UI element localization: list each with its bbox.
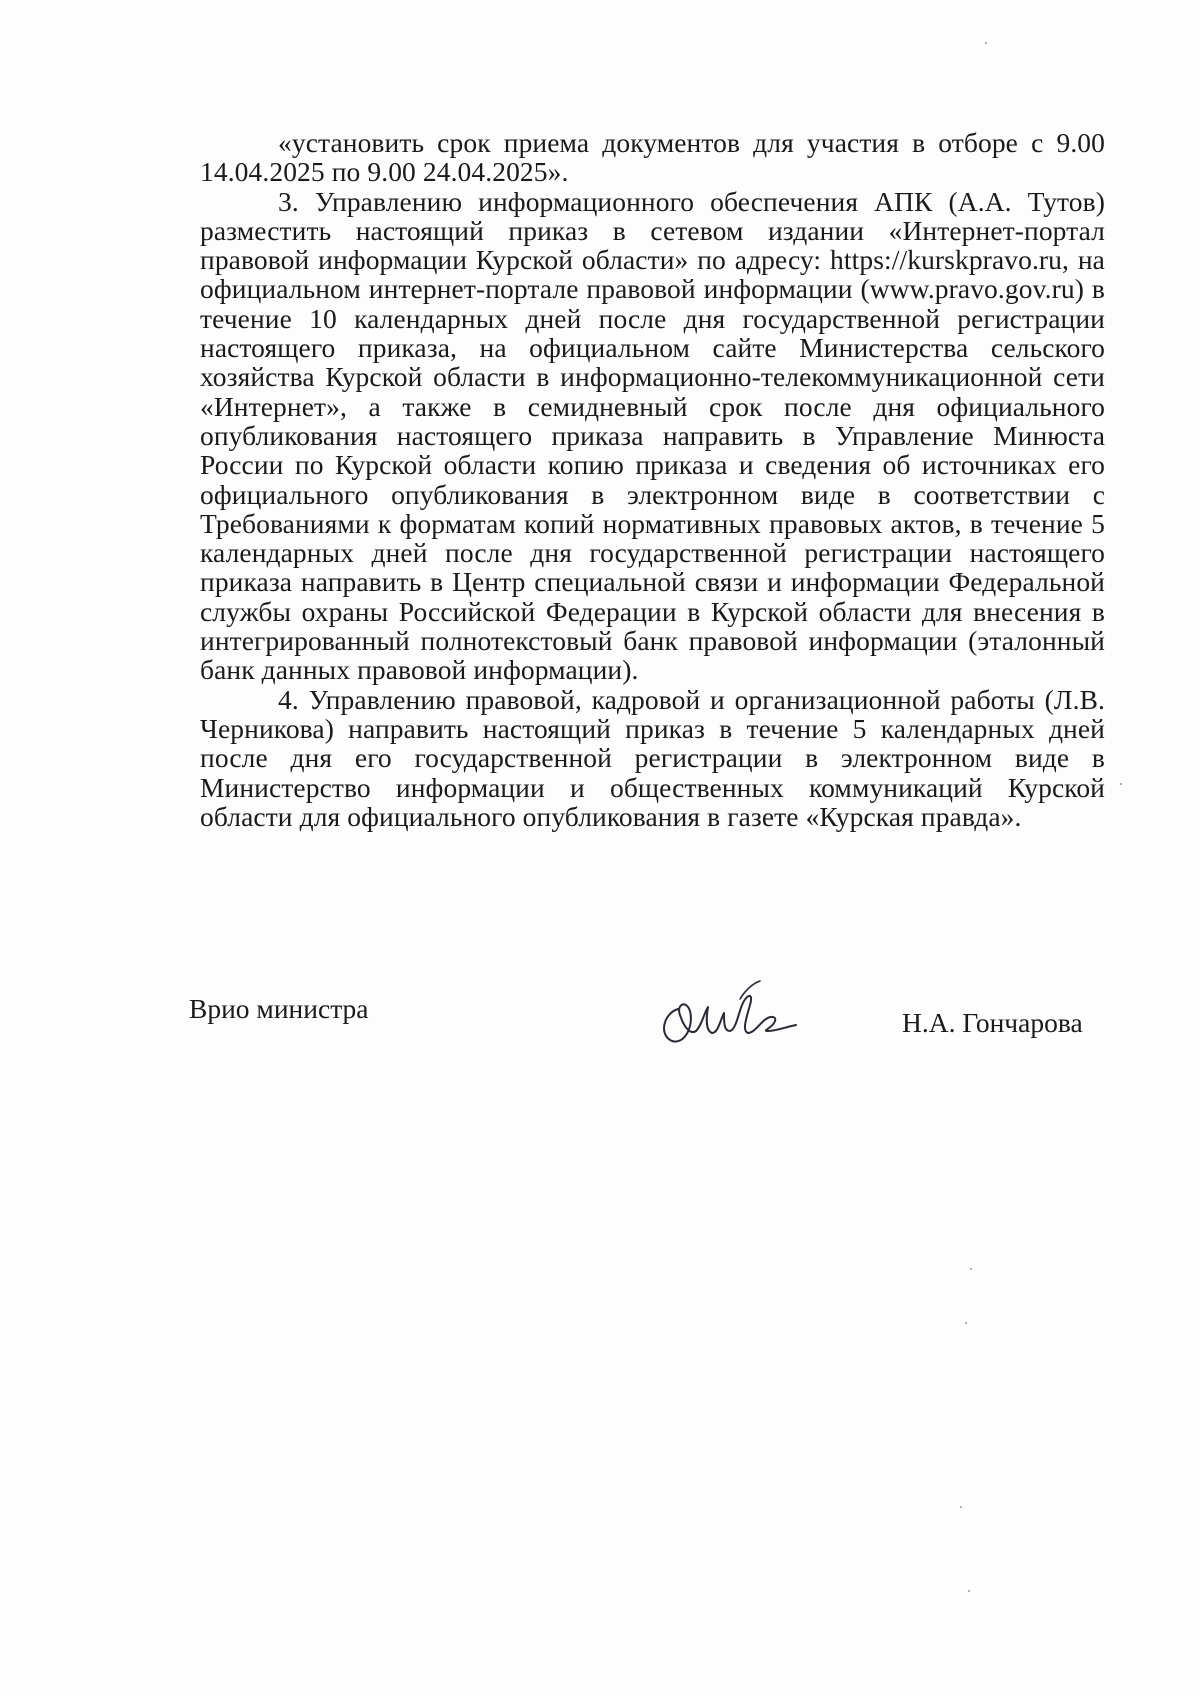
signature-icon — [650, 975, 800, 1055]
scan-speck — [970, 1268, 972, 1270]
scan-speck — [968, 1590, 970, 1592]
paragraph-item-4: 4. Управлению правовой, кадровой и организационной работы (Л.В. Черникова) направить настоящий приказ в течение 5 календарных дней после дня его государственной регистрации в электронном виде в Министерство информации и общественных коммуникаций Курской области для официального опубликования в газете «Курская правда». — [200, 683, 1105, 832]
signatory-title: Врио министра — [189, 993, 369, 1024]
scan-speck — [960, 1506, 962, 1508]
paragraph-item-3: 3. Управлению информационного обеспечения АПК (А.А. Тутов) разместить настоящий приказ в сетевом издании «Интернет-портал правовой информации Курской области» по адресу: https://kurskpravo.ru, на официальном интернет-портале правовой информации (www.pravo.gov.ru) в течение 10 календарных дней после дня государственной регистрации настоящего приказа, на официальном сайте Министерства сельского хозяйства Курской области в информационно-телекоммуникационной сети «Интернет», а также в семидневный срок после дня официального опубликования настоящего приказа направить в Управление Минюста России по Курской области копию приказа и сведения об источниках его официального опубликования в электронном виде в соответствии с Требованиями к форматам копий нормативных правовых актов, в течение 5 календарных дней после дня государственной регистрации настоящего приказа направить в Центр специальной связи и информации Федеральной службы охраны Российской Федерации в Курской области для внесения в интегрированный полнотекстовый банк правовой информации (эталонный банк данных правовой информации). — [200, 185, 1105, 686]
scan-speck — [985, 42, 987, 44]
scan-speck — [1120, 783, 1122, 785]
document-body — [200, 128, 1105, 831]
paragraph-continuation: «установить срок приема документов для участия в отборе с 9.00 14.04.2025 по 9.00 24.04.2025». — [200, 127, 1105, 188]
signatory-name: Н.А. Гончарова — [902, 1007, 1083, 1038]
scan-speck — [965, 1322, 967, 1324]
